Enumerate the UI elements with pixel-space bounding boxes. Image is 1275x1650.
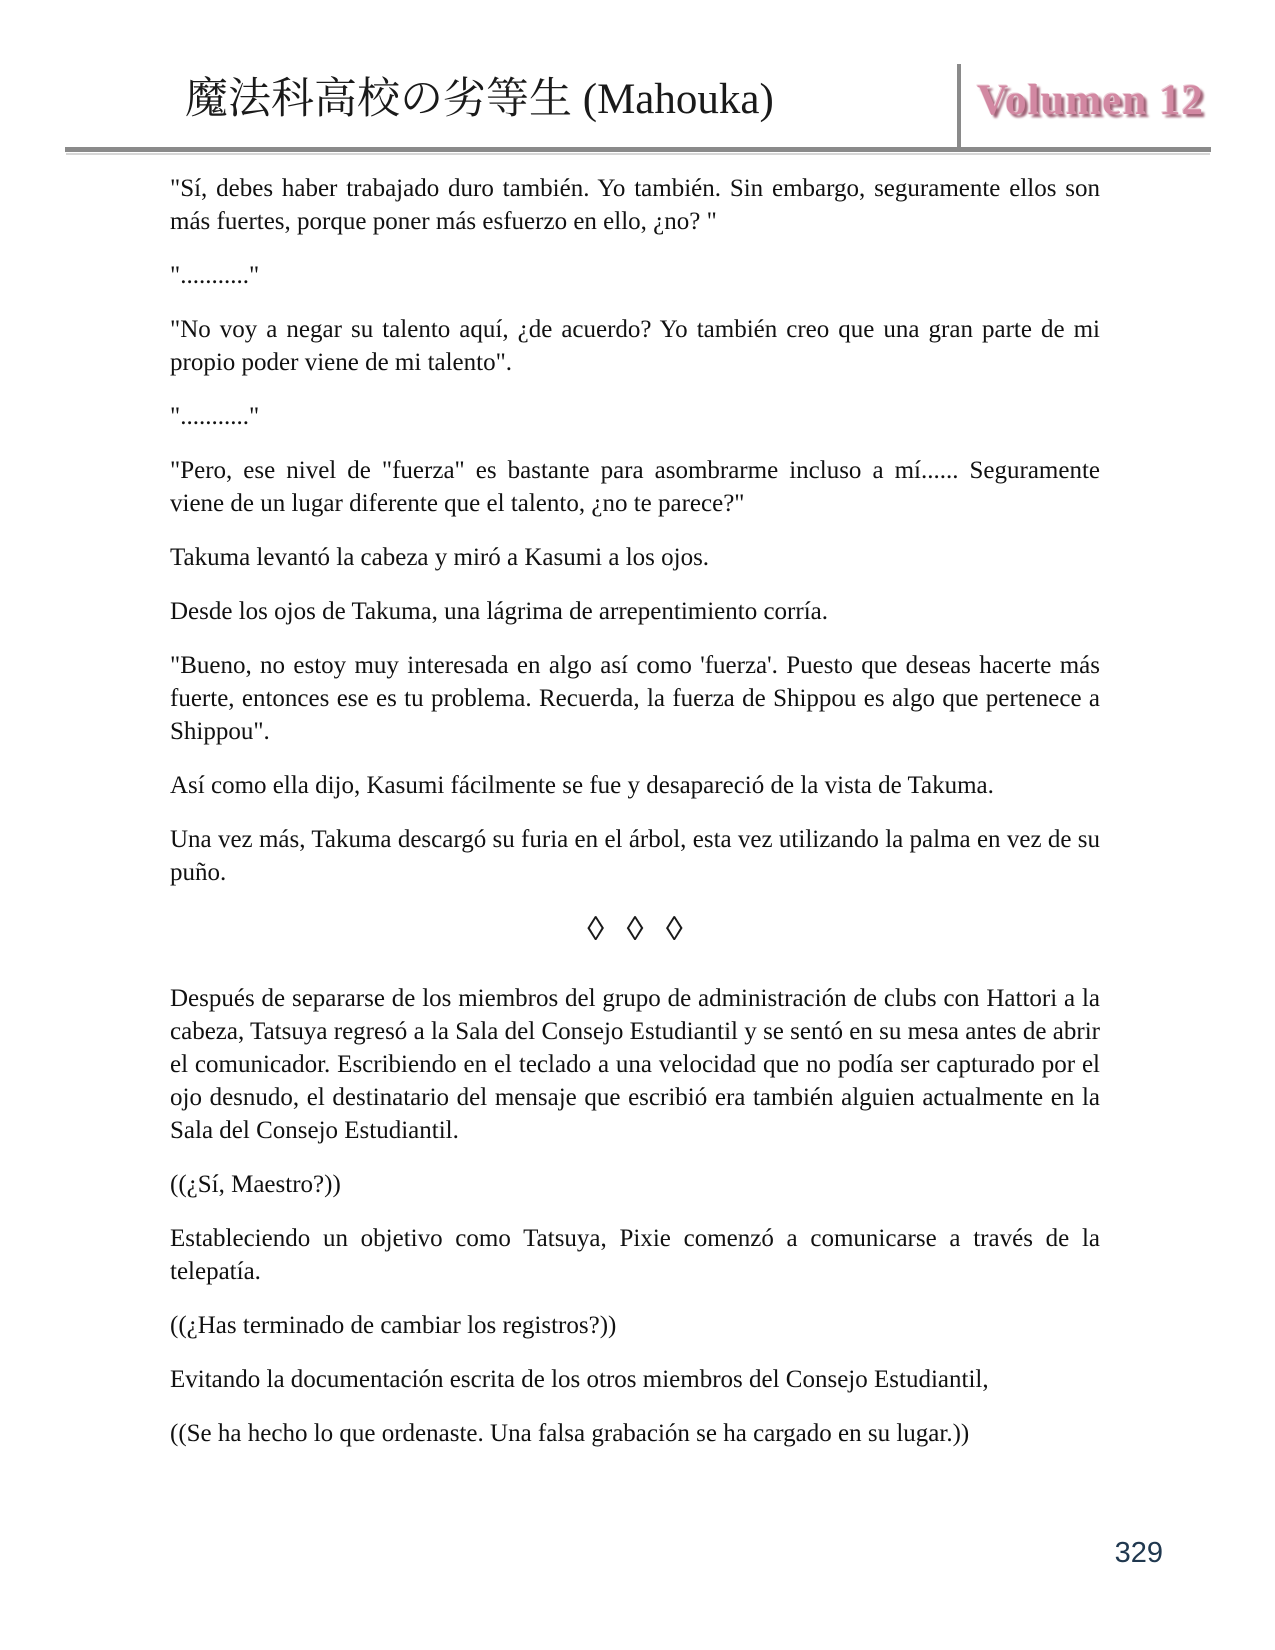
header-vertical-divider xyxy=(957,64,961,148)
page-title: 魔法科高校の劣等生 (Mahouka) xyxy=(185,76,774,123)
body-text xyxy=(170,172,1100,1471)
scene-separator: ◊ ◊ ◊ xyxy=(587,911,683,948)
paragraph: "Sí, debes haber trabajado duro también. Yo también. Sin embargo, seguramente ellos son más fuertes, porque poner más esfuerzo en ello, ¿no? " xyxy=(170,175,1100,235)
paragraph: "Pero, ese nivel de "fuerza" es bastante para asombrarme incluso a mí...... Seguramente viene de un lugar diferente que el talento, ¿no te parece?" xyxy=(170,457,1100,517)
volume-label: Volumen 12 xyxy=(977,77,1205,124)
paragraph: Así como ella dijo, Kasumi fácilmente se fue y desapareció de la vista de Takuma. xyxy=(170,772,994,799)
paragraph: "..........." xyxy=(170,403,260,430)
header-horizontal-rule xyxy=(65,147,1211,153)
paragraph: ((Se ha hecho lo que ordenaste. Una falsa grabación se ha cargado en su lugar.)) xyxy=(170,1420,970,1447)
paragraph: "..........." xyxy=(170,262,260,289)
page-number: 329 xyxy=(1114,1537,1163,1569)
paragraph: Desde los ojos de Takuma, una lágrima de arrepentimiento corría. xyxy=(170,598,828,625)
paragraph: "No voy a negar su talento aquí, ¿de acuerdo? Yo también creo que una gran parte de mi propio poder viene de mi talento". xyxy=(170,316,1100,376)
paragraph: Después de separarse de los miembros del grupo de administración de clubs con Hattori a la cabeza, Tatsuya regresó a la Sala del Consejo Estudiantil y se sentó en su mesa antes de abrir el comunicador. Escribiendo en el teclado a una velocidad que no podía ser capturado por el ojo desnudo, el destinatario del mensaje que escribió era también alguien actualmente en la Sala del Consejo Estudiantil. xyxy=(170,985,1100,1144)
paragraph: "Bueno, no estoy muy interesada en algo así como 'fuerza'. Puesto que deseas hacerte más fuerte, entonces ese es tu problema. Recuerda, la fuerza de Shippou es algo que pertenece a Shippou". xyxy=(170,652,1100,745)
paragraph: Estableciendo un objetivo como Tatsuya, Pixie comenzó a comunicarse a través de la telepatía. xyxy=(170,1225,1100,1285)
paragraph: ((¿Sí, Maestro?)) xyxy=(170,1171,341,1198)
paragraph: Evitando la documentación escrita de los otros miembros del Consejo Estudiantil, xyxy=(170,1366,989,1393)
paragraph: Una vez más, Takuma descargó su furia en el árbol, esta vez utilizando la palma en vez de su puño. xyxy=(170,826,1100,886)
paragraph: Takuma levantó la cabeza y miró a Kasumi a los ojos. xyxy=(170,544,710,571)
paragraph: ((¿Has terminado de cambiar los registros?)) xyxy=(170,1312,617,1339)
